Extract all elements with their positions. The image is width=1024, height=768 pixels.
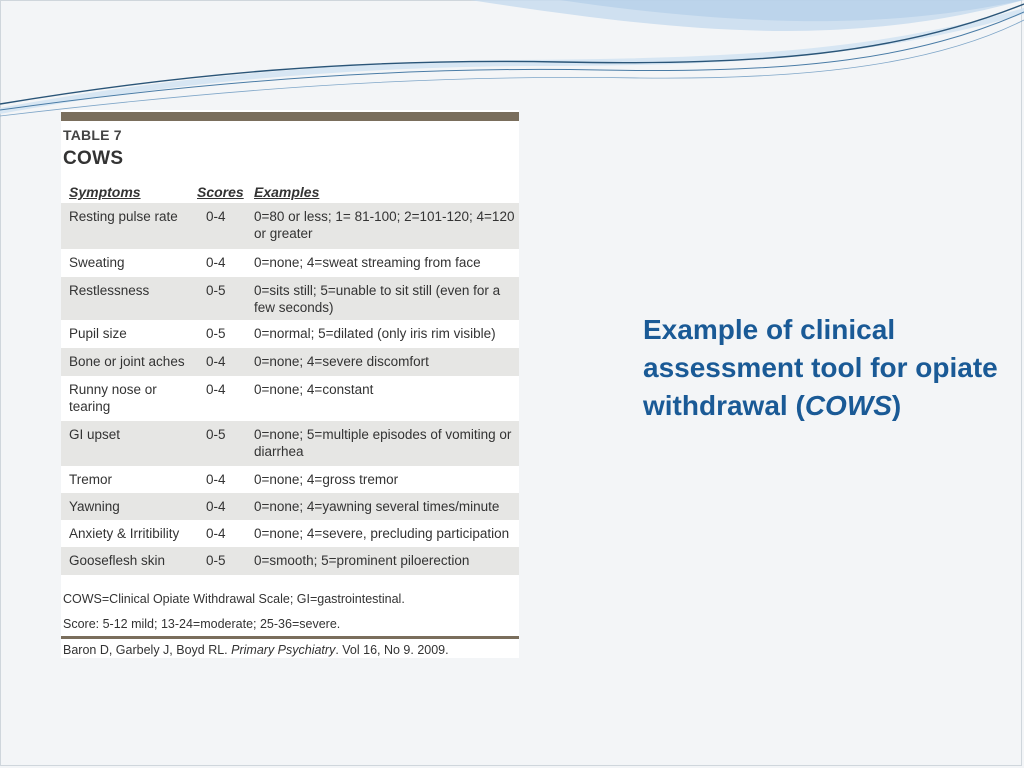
example-cell: 0=none; 4=yawning several times/minute — [254, 499, 500, 514]
footnote-abbreviations: COWS=Clinical Opiate Withdrawal Scale; GI=gastrointestinal. — [63, 592, 405, 606]
symptom-cell: Bone or joint aches — [69, 354, 185, 369]
slide-caption — [643, 311, 1003, 425]
citation-journal: Primary Psychiatry — [231, 643, 336, 657]
score-cell: 0-4 — [206, 255, 226, 270]
citation — [63, 643, 449, 657]
table-row — [61, 376, 519, 421]
symptom-cell: Sweating — [69, 255, 125, 270]
cows-table-image — [61, 110, 519, 658]
score-cell: 0-5 — [206, 553, 226, 568]
caption-emphasis: COWS — [804, 390, 892, 421]
score-cell: 0-4 — [206, 354, 226, 369]
symptom-cell: Anxiety & Irritibility — [69, 526, 180, 541]
citation-authors: Baron D, Garbely J, Boyd RL. — [63, 643, 228, 657]
score-cell: 0-4 — [206, 382, 226, 397]
table-row — [61, 249, 519, 277]
table-body — [61, 203, 519, 575]
table-title: COWS — [63, 148, 124, 169]
table-top-rule — [61, 112, 519, 121]
example-cell: 0=none; 4=gross tremor — [254, 472, 399, 487]
score-cell: 0-5 — [206, 427, 226, 442]
header-wave-decoration — [0, 0, 1024, 120]
table-row — [61, 493, 519, 520]
citation-details: . Vol 16, No 9. 2009. — [335, 643, 449, 657]
score-cell: 0-4 — [206, 209, 226, 224]
score-cell: 0-4 — [206, 472, 226, 487]
example-cell: 0=none; 4=severe discomfort — [254, 354, 429, 369]
footnote-score-ranges: Score: 5-12 mild; 13-24=moderate; 25-36=severe. — [63, 617, 341, 631]
symptom-cell: GI upset — [69, 427, 121, 442]
symptom-cell: Yawning — [69, 499, 120, 514]
score-cell: 0-4 — [206, 526, 226, 541]
table-number-label: TABLE 7 — [63, 127, 122, 143]
score-cell: 0-5 — [206, 326, 226, 341]
example-cell: 0=none; 4=constant — [254, 382, 374, 397]
symptom-cell: Pupil size — [69, 326, 127, 341]
caption-close-paren: ) — [891, 390, 902, 421]
example-cell: 0=none; 4=severe, precluding participation — [254, 526, 510, 541]
example-cell: 0=smooth; 5=prominent piloerection — [254, 553, 470, 568]
example-cell: 0=normal; 5=dilated (only iris rim visible) — [254, 326, 496, 341]
table-row — [61, 421, 519, 466]
score-cell: 0-5 — [206, 283, 226, 298]
example-cell: 0=sits still; 5=unable to sit still (even for a few seconds) — [254, 283, 501, 315]
score-cell: 0-4 — [206, 499, 226, 514]
column-header-symptoms: Symptoms — [69, 184, 141, 200]
table-row — [61, 203, 519, 249]
table-bottom-rule — [61, 636, 519, 639]
table-row — [61, 277, 519, 320]
symptom-cell: Gooseflesh skin — [69, 553, 166, 568]
caption-open-paren: ( — [795, 390, 805, 421]
symptom-cell: Resting pulse rate — [69, 209, 178, 224]
caption-text: Example of clinical assessment tool for opiate withdrawal — [643, 314, 998, 421]
table-row — [61, 520, 519, 547]
symptom-cell: Restlessness — [69, 283, 150, 298]
example-cell: 0=none; 5=multiple episodes of vomiting or diarrhea — [254, 427, 512, 459]
symptom-cell: Tremor — [69, 472, 112, 487]
table-row — [61, 320, 519, 348]
symptom-cell: Runny nose or tearing — [69, 382, 157, 414]
table-row — [61, 466, 519, 493]
table-row — [61, 547, 519, 575]
table-row — [61, 348, 519, 376]
example-cell: 0=none; 4=sweat streaming from face — [254, 255, 481, 270]
example-cell: 0=80 or less; 1= 81-100; 2=101-120; 4=120 or greater — [254, 209, 515, 241]
column-header-examples: Examples — [254, 184, 320, 200]
column-header-scores: Scores — [197, 184, 244, 200]
